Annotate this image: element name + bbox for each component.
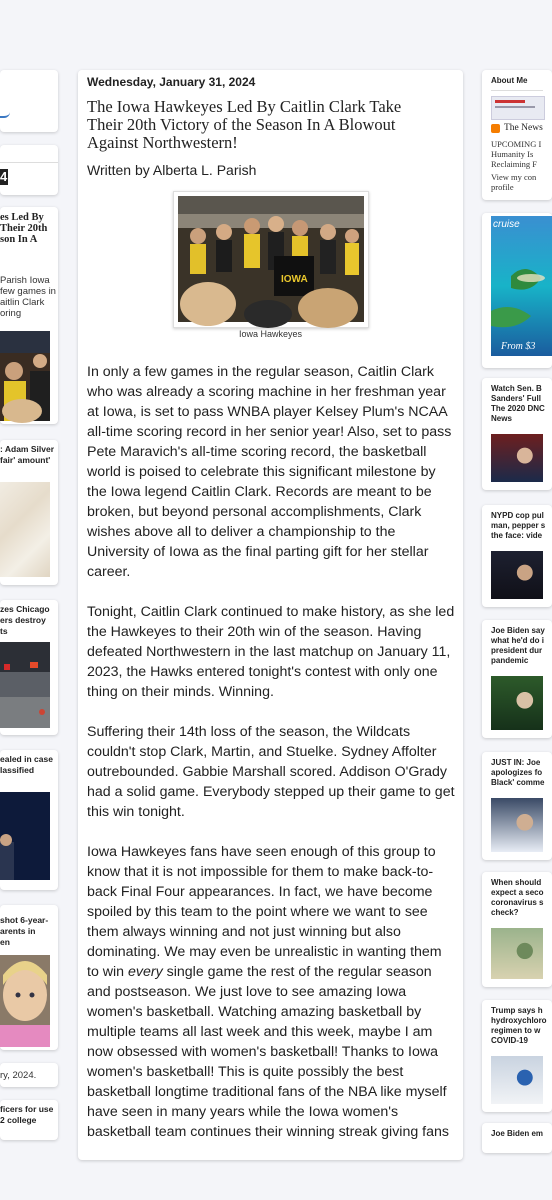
right-news-card[interactable] bbox=[482, 752, 552, 860]
image-caption: Iowa Hawkeyes bbox=[238, 329, 303, 339]
right-news-card[interactable] bbox=[482, 1123, 552, 1153]
left-card-date bbox=[0, 1063, 58, 1087]
right-news-title[interactable]: Joe Biden em bbox=[491, 1129, 544, 1138]
left-news-2-title[interactable]: : Adam Silver fair' amount' bbox=[0, 444, 55, 465]
left-news-3-thumbnail[interactable] bbox=[0, 642, 50, 728]
post-byline: Written by Alberta L. Parish bbox=[87, 162, 257, 178]
blog-name-link[interactable]: The News bbox=[504, 123, 543, 133]
right-news-title[interactable]: Trump says h hydroxychloro regimen to w COVID-19 bbox=[491, 1006, 547, 1045]
right-news-thumbnail[interactable] bbox=[491, 798, 543, 852]
left-widget-1 bbox=[0, 70, 58, 132]
right-news-card[interactable] bbox=[482, 872, 552, 987]
left-news-4-title[interactable]: ealed in case lassified bbox=[0, 754, 53, 775]
blogger-icon bbox=[491, 124, 500, 133]
paragraph-3: Suffering their 14th loss of the season, the Wildcats couldn't stop Clark, Martin, and Stuelke. Sydney Affolter outrebounded. Gabbie Marshall scored. Addison O'Grady had a solid game. Everybody stepped up their game to get this win tonight. bbox=[87, 724, 455, 820]
logo-fragment bbox=[0, 108, 10, 118]
post-date: Wednesday, January 31, 2024 bbox=[87, 75, 256, 89]
paragraph-2: Tonight, Caitlin Clark continued to make history, as she led the Hawkeyes to their 20th win of the season. Having defeated Northwestern in the last matchup on January 11, 2023, the Hawks entered tonight's contest with only one thing on their minds. Winning. bbox=[87, 604, 455, 700]
right-news-title[interactable]: Watch Sen. B Sanders' Full The 2020 DNC News bbox=[491, 384, 545, 423]
right-news-thumbnail[interactable] bbox=[491, 676, 543, 730]
svg-text:IOWA: IOWA bbox=[281, 274, 308, 285]
right-news-thumbnail[interactable] bbox=[491, 1056, 543, 1104]
blog-banner-image[interactable] bbox=[491, 96, 545, 120]
cruise-ad[interactable] bbox=[482, 213, 552, 368]
left-article-title[interactable]: es Led By Their 20th son In A bbox=[0, 212, 48, 245]
left-news-3-title[interactable]: zes Chicago ers destroy ts bbox=[0, 604, 50, 636]
view-profile-link[interactable]: View my con profile bbox=[491, 172, 537, 192]
right-news-card[interactable] bbox=[482, 620, 552, 738]
right-news-thumbnail[interactable] bbox=[491, 928, 543, 979]
divider bbox=[491, 90, 543, 91]
right-news-title[interactable]: NYPD cop pul man, pepper s the face: vide bbox=[491, 511, 546, 540]
left-card-news-2[interactable] bbox=[0, 440, 58, 585]
svg-text:cruise: cruise bbox=[493, 219, 520, 230]
about-me-widget bbox=[482, 70, 552, 200]
right-news-card[interactable] bbox=[482, 378, 552, 490]
badge: 4 bbox=[0, 169, 8, 184]
right-news-thumbnail[interactable] bbox=[491, 434, 543, 482]
left-news-5-title[interactable]: shot 6-year- arents in en bbox=[0, 915, 49, 947]
left-news-5-thumbnail[interactable] bbox=[0, 955, 50, 1047]
left-news-4-thumbnail[interactable] bbox=[0, 792, 50, 880]
left-date-text: ry, 2024. bbox=[0, 1070, 37, 1081]
about-me-heading: About Me bbox=[491, 76, 528, 85]
right-news-title[interactable]: When should expect a seco coronavirus s check? bbox=[491, 878, 544, 917]
right-news-card[interactable] bbox=[482, 505, 552, 607]
paragraph-1: In only a few games in the regular season, Caitlin Clark who was already a scoring machine in her freshman year at Iowa, is set to pass WNBA player Kelsey Plum's NCAA all-time scoring record in her senior year! Also, set to pass Pete Maravich's all-time scoring record, the basketball world is poised to celebrate this significant milestone by the Iowa legend Caitlin Clark. Records are meant to be broken, but beyond personal accomplishments, Clark wishes above all to deliver a championship to the University of Iowa as the final parting gift for her stellar career. bbox=[87, 364, 452, 580]
left-article-snippet: Parish Iowa few games in aitlin Clark oring bbox=[0, 275, 56, 319]
right-news-title[interactable]: JUST IN: Joe apologizes fo Black' comme bbox=[491, 758, 545, 787]
emphasis: every bbox=[128, 964, 163, 980]
left-widget-2 bbox=[0, 145, 58, 195]
left-card-news-3[interactable] bbox=[0, 600, 58, 735]
left-card-news-6[interactable] bbox=[0, 1100, 58, 1140]
post-body bbox=[87, 362, 455, 1162]
left-article-thumbnail[interactable] bbox=[0, 331, 50, 421]
post-title[interactable]: The Iowa Hawkeyes Led By Caitlin Clark Take Their 20th Victory of the Season In A Blowout Against Northwestern! bbox=[87, 97, 402, 152]
hawkeyes-team-photo bbox=[178, 196, 364, 322]
svg-text:From $3: From $3 bbox=[501, 341, 536, 352]
divider bbox=[0, 162, 58, 163]
left-card-news-4[interactable] bbox=[0, 750, 58, 890]
left-news-6-title[interactable]: ficers for use 2 college bbox=[0, 1104, 54, 1125]
left-card-news-5[interactable] bbox=[0, 905, 58, 1050]
left-news-2-thumbnail[interactable] bbox=[0, 482, 50, 577]
left-card-article[interactable] bbox=[0, 207, 58, 424]
paragraph-4: Iowa Hawkeyes fans have seen enough of this group to know that it is not impossible for them to make back-to-back Final Four appearances. In fact, we have become spoiled by this team to the point where we want to see them always winning and not just winning but also dominating. We may even be unrealistic in wanting them to win every single game the rest of the regular season and postseason. We just love to see amazing Iowa women's basketball. Watching amazing basketball by multiple teams all last week and this week, maybe I am now obsessed with women's basketball! Thanks to Iowa women's basketball! This is quite possibly the best basketball longtime traditional fans of the NBA like myself have seen in many years while the Iowa women's basketball team continues their winning streak giving fans bbox=[87, 844, 449, 1140]
right-news-card[interactable] bbox=[482, 1000, 552, 1112]
right-news-thumbnail[interactable] bbox=[491, 551, 543, 599]
blog-post bbox=[78, 70, 463, 1160]
right-news-title[interactable]: Joe Biden say what he'd do i president dur pandemic bbox=[491, 626, 545, 665]
about-description: UPCOMING I Humanity Is Reclaiming F bbox=[491, 139, 542, 169]
post-image[interactable] bbox=[173, 191, 369, 328]
cruise-ad-image bbox=[491, 216, 552, 356]
